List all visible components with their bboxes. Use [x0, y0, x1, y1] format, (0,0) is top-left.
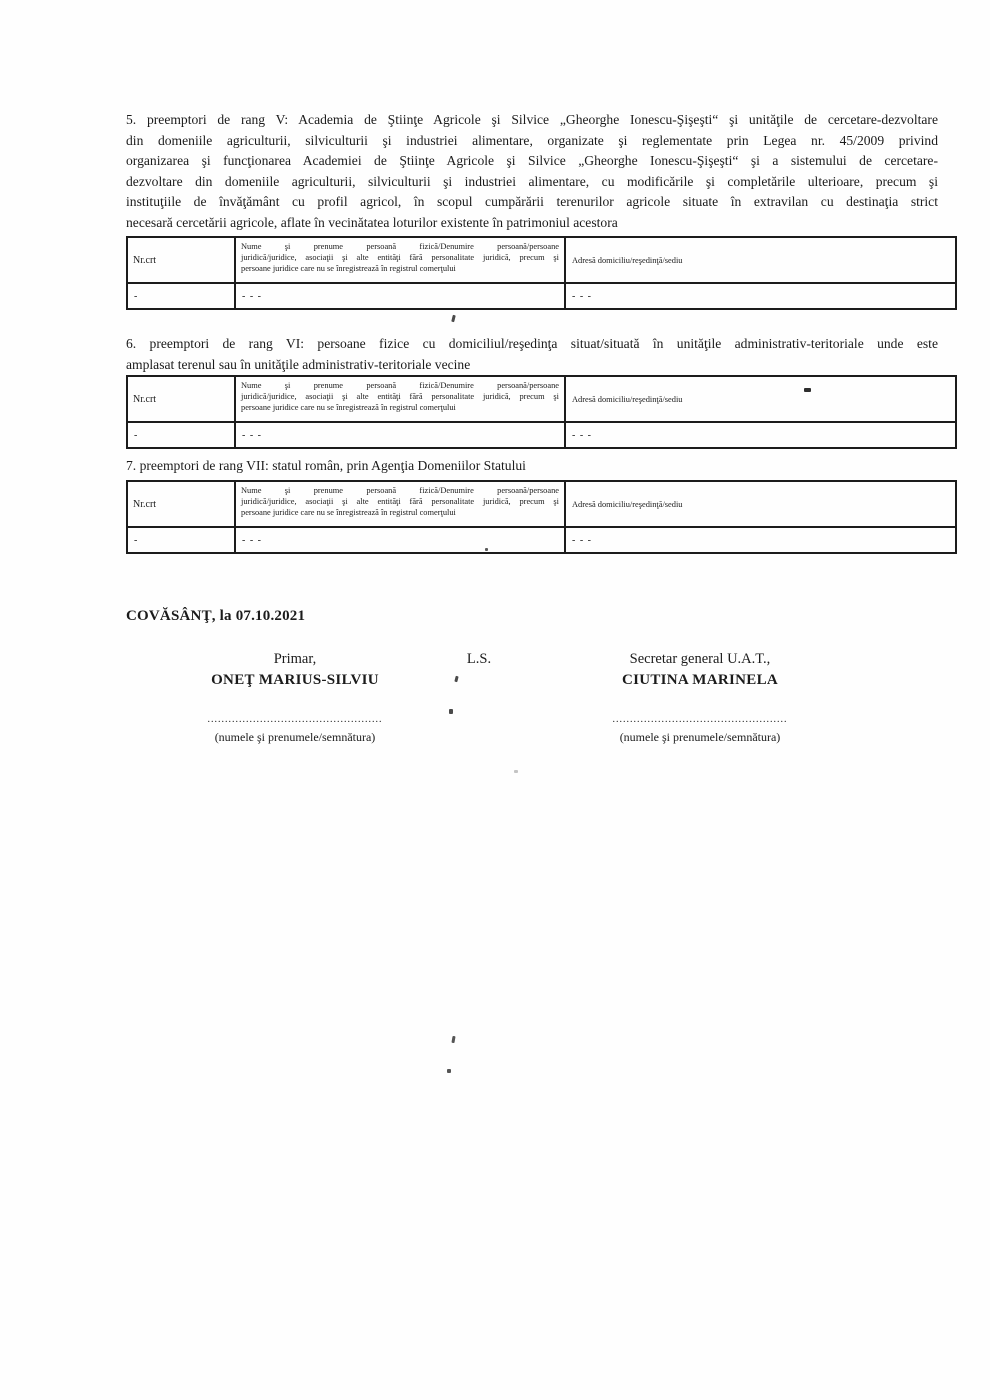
- signature-hint: (numele şi prenumele/semnătura): [214, 730, 376, 744]
- paragraph-line: instituţiile de învăţământ cu profil agricol, în scopul cumpărării terenurilor agricole situate în extravilan cu destinaţia strict: [126, 194, 938, 210]
- paragraph-line: 7. preemptori de rang VII: statul român, prin Agenţia Domeniilor Statului: [126, 458, 526, 473]
- header-name-line: persoane juridice care nu se înregistrează în registrul comerţului: [241, 403, 456, 412]
- header-name: [235, 237, 565, 283]
- header-nr-crt: Nr.crt: [127, 376, 235, 422]
- header-name-line: persoane juridice care nu se înregistrează în registrul comerţului: [241, 508, 456, 517]
- scan-speck: [451, 1036, 455, 1043]
- paragraph-line: 5. preemptori de rang V: Academia de Ştiinţe Agricole şi Silvice „Gheorghe Ionescu-Şişeşti“ şi unităţile de cercetare-dezvoltare: [126, 112, 938, 127]
- preemptor-table-rank-7: [126, 480, 957, 554]
- paragraph-line: necesară cercetării agricole, aflate în vecinătatea loturilor existente în patrimoniul acestora: [126, 214, 618, 230]
- cell-name: - - -: [235, 527, 565, 553]
- paragraph-line: 6. preemptori de rang VI: persoane fizice cu domiciliul/reşedinţa situat/situată în unităţile administrativ-teritoriale unde este: [126, 336, 938, 351]
- seal-label: L.S.: [466, 651, 492, 667]
- header-name-line: Nume şi prenume persoană fizică/Denumire persoană/persoane: [241, 242, 559, 251]
- table-header-row: [127, 237, 956, 283]
- header-address: Adresă domiciliu/reşedinţă/sediu: [565, 481, 956, 527]
- header-name-line: Nume şi prenume persoană fizică/Denumire persoană/persoane: [241, 486, 559, 495]
- scan-speck: [804, 388, 811, 392]
- cell-name: - - -: [235, 422, 565, 448]
- header-name: [235, 376, 565, 422]
- header-name-line: persoane juridice care nu se înregistrează în registrul comerţului: [241, 264, 456, 273]
- paragraph-rank-6: [126, 334, 938, 375]
- scan-speck: [454, 676, 458, 683]
- cell-address: - - -: [565, 527, 956, 553]
- header-name-line: Nume şi prenume persoană fizică/Denumire persoană/persoane: [241, 381, 559, 390]
- paragraph-line: amplasat terenul sau în unităţile administrativ-teritoriale vecine: [126, 356, 471, 372]
- table-header-row: [127, 481, 956, 527]
- cell-address: - - -: [565, 283, 956, 309]
- mayor-role-label: Primar,: [273, 651, 317, 667]
- paragraph-rank-5: [126, 110, 938, 234]
- header-name: [235, 481, 565, 527]
- table-row: [127, 527, 956, 553]
- paragraph-rank-7: [126, 456, 938, 477]
- header-nr-crt: Nr.crt: [127, 481, 235, 527]
- mayor-name: ONEŢ MARIUS-SILVIU: [211, 672, 379, 688]
- place-and-date: COVĂSÂNŢ, la 07.10.2021: [126, 608, 306, 624]
- secretary-name: CIUTINA MARINELA: [621, 672, 779, 688]
- scan-speck: [451, 315, 456, 323]
- scan-speck: [449, 709, 453, 714]
- paragraph-line: dezvoltare din domeniile agriculturii, silviculturii şi industriei alimentare, cu modificările şi completările ulterioare, precum şi: [126, 173, 938, 189]
- header-name-line: juridică/juridice, asociaţii şi alte entităţi fără personalitate juridică, precum şi: [241, 497, 559, 506]
- preemptor-table-rank-5: [126, 236, 957, 310]
- cell-address: - - -: [565, 422, 956, 448]
- scan-speck: [447, 1069, 451, 1073]
- table-row: [127, 422, 956, 448]
- preemptor-table-rank-6: [126, 375, 957, 449]
- scan-speck: [514, 770, 518, 773]
- cell-name: - - -: [235, 283, 565, 309]
- signature-dotted-line: ..................................................: [207, 714, 383, 725]
- paragraph-line: din domeniile agriculturii, silviculturii şi industriei alimentare, organizate şi reglementate prin Legea nr. 45/2009 privind: [126, 132, 938, 148]
- table-row: [127, 283, 956, 309]
- header-nr-crt: Nr.crt: [127, 237, 235, 283]
- table-header-row: [127, 376, 956, 422]
- cell-nr: -: [127, 422, 235, 448]
- header-name-line: juridică/juridice, asociaţii şi alte entităţi fără personalitate juridică, precum şi: [241, 253, 559, 262]
- signature-dotted-line: ..................................................: [612, 714, 788, 725]
- cell-nr: -: [127, 283, 235, 309]
- secretary-signature-block: [570, 650, 830, 745]
- scan-speck: [485, 548, 488, 551]
- mayor-signature-block: [165, 650, 425, 745]
- signature-hint: (numele şi prenumele/semnătura): [619, 730, 781, 744]
- header-name-line: juridică/juridice, asociaţii şi alte entităţi fără personalitate juridică, precum şi: [241, 392, 559, 401]
- secretary-role-label: Secretar general U.A.T.,: [629, 651, 771, 667]
- paragraph-line: organizarea şi funcţionarea Academiei de Ştiinţe Agricole şi Silvice „Gheorghe Ionescu-Şişeşti“ şi a sistemului de cercetare-: [126, 153, 938, 169]
- cell-nr: -: [127, 527, 235, 553]
- seal-placeholder: [444, 650, 514, 668]
- header-address: Adresă domiciliu/reşedinţă/sediu: [565, 237, 956, 283]
- header-address: Adresă domiciliu/reşedinţă/sediu: [565, 376, 956, 422]
